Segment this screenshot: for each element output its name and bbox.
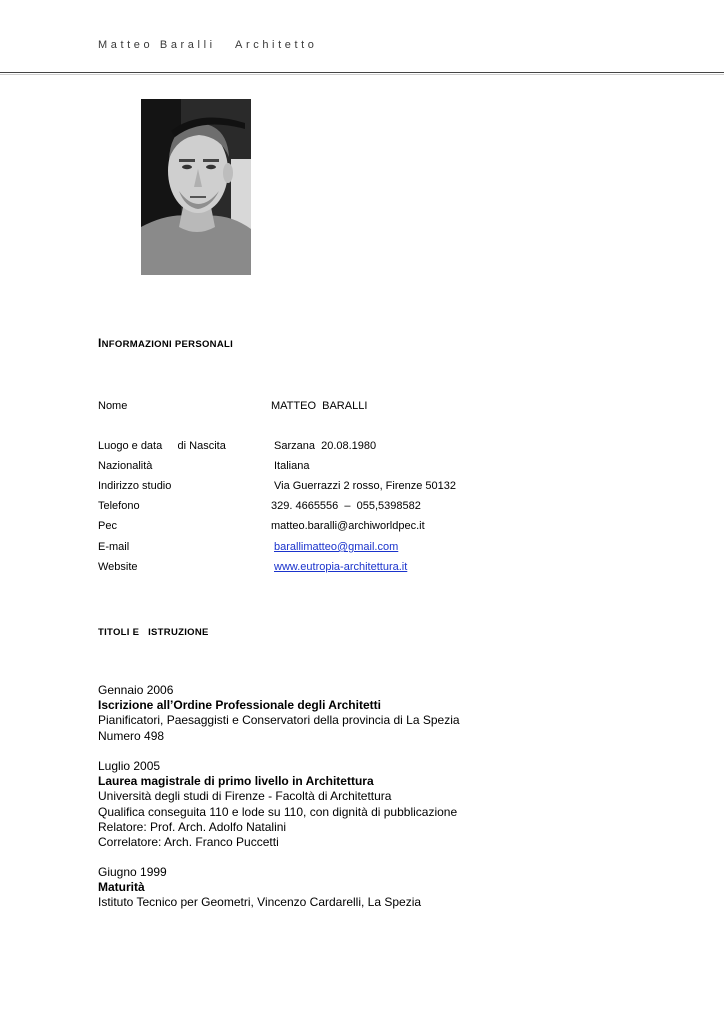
value-address: Via Guerrazzi 2 rosso, Firenze 50132 <box>274 480 456 492</box>
section-heading-personal-info <box>98 336 233 350</box>
section-heading-education: TITOLI E ISTRUZIONE <box>98 627 209 638</box>
header-divider-shadow <box>0 74 724 75</box>
education-entry <box>98 759 457 850</box>
value-pec: matteo.baralli@archiworldpec.it <box>271 520 425 532</box>
education-entry <box>98 683 460 744</box>
education-entry <box>98 865 421 911</box>
entry-line: Correlatore: Arch. Franco Puccetti <box>98 835 279 850</box>
entry-line: Pianificatori, Paesaggisti e Conservatori della provincia di La Spezia <box>98 713 460 728</box>
label-phone: Telefono <box>98 500 140 512</box>
entry-title: Maturità <box>98 880 145 895</box>
value-nationality: Italiana <box>274 460 310 472</box>
entry-date: Giugno 1999 <box>98 865 167 879</box>
entry-line: Università degli studi di Firenze - Facoltà di Architettura <box>98 789 392 804</box>
label-website: Website <box>98 561 138 573</box>
label-birth: Luogo e data di Nascita <box>98 440 226 452</box>
website-link[interactable]: www.eutropia-architettura.it <box>274 561 408 573</box>
value-name: MATTEO BARALLI <box>271 400 368 412</box>
value-phone: 329. 4665556 – 055,5398582 <box>271 500 421 512</box>
label-name: Nome <box>98 400 128 412</box>
entry-line: Numero 498 <box>98 728 165 743</box>
value-birth: Sarzana 20.08.1980 <box>274 440 377 452</box>
entry-line: Istituto Tecnico per Geometri, Vincenzo Cardarelli, La Spezia <box>98 895 422 910</box>
heading-initial: I <box>98 336 102 350</box>
entry-date: Gennaio 2006 <box>98 683 174 697</box>
heading-rest: NFORMAZIONI PERSONALI <box>101 339 234 350</box>
label-pec: Pec <box>98 520 117 532</box>
email-link[interactable]: barallimatteo@gmail.com <box>274 541 399 553</box>
header-divider <box>0 72 724 73</box>
label-nationality: Nazionalità <box>98 460 153 472</box>
label-address: Indirizzo studio <box>98 480 172 492</box>
entry-date: Luglio 2005 <box>98 759 161 773</box>
page-header-title: Matteo Baralli Architetto <box>98 39 318 51</box>
entry-line: Relatore: Prof. Arch. Adolfo Natalini <box>98 819 287 834</box>
portrait-photo <box>141 99 251 275</box>
entry-line: Qualifica conseguita 110 e lode su 110, con dignità di pubblicazione <box>98 804 458 819</box>
entry-title: Laurea magistrale di primo livello in Architettura <box>98 774 374 789</box>
label-email: E-mail <box>98 541 130 553</box>
entry-title: Iscrizione all’Ordine Professionale degli Architetti <box>98 698 381 713</box>
